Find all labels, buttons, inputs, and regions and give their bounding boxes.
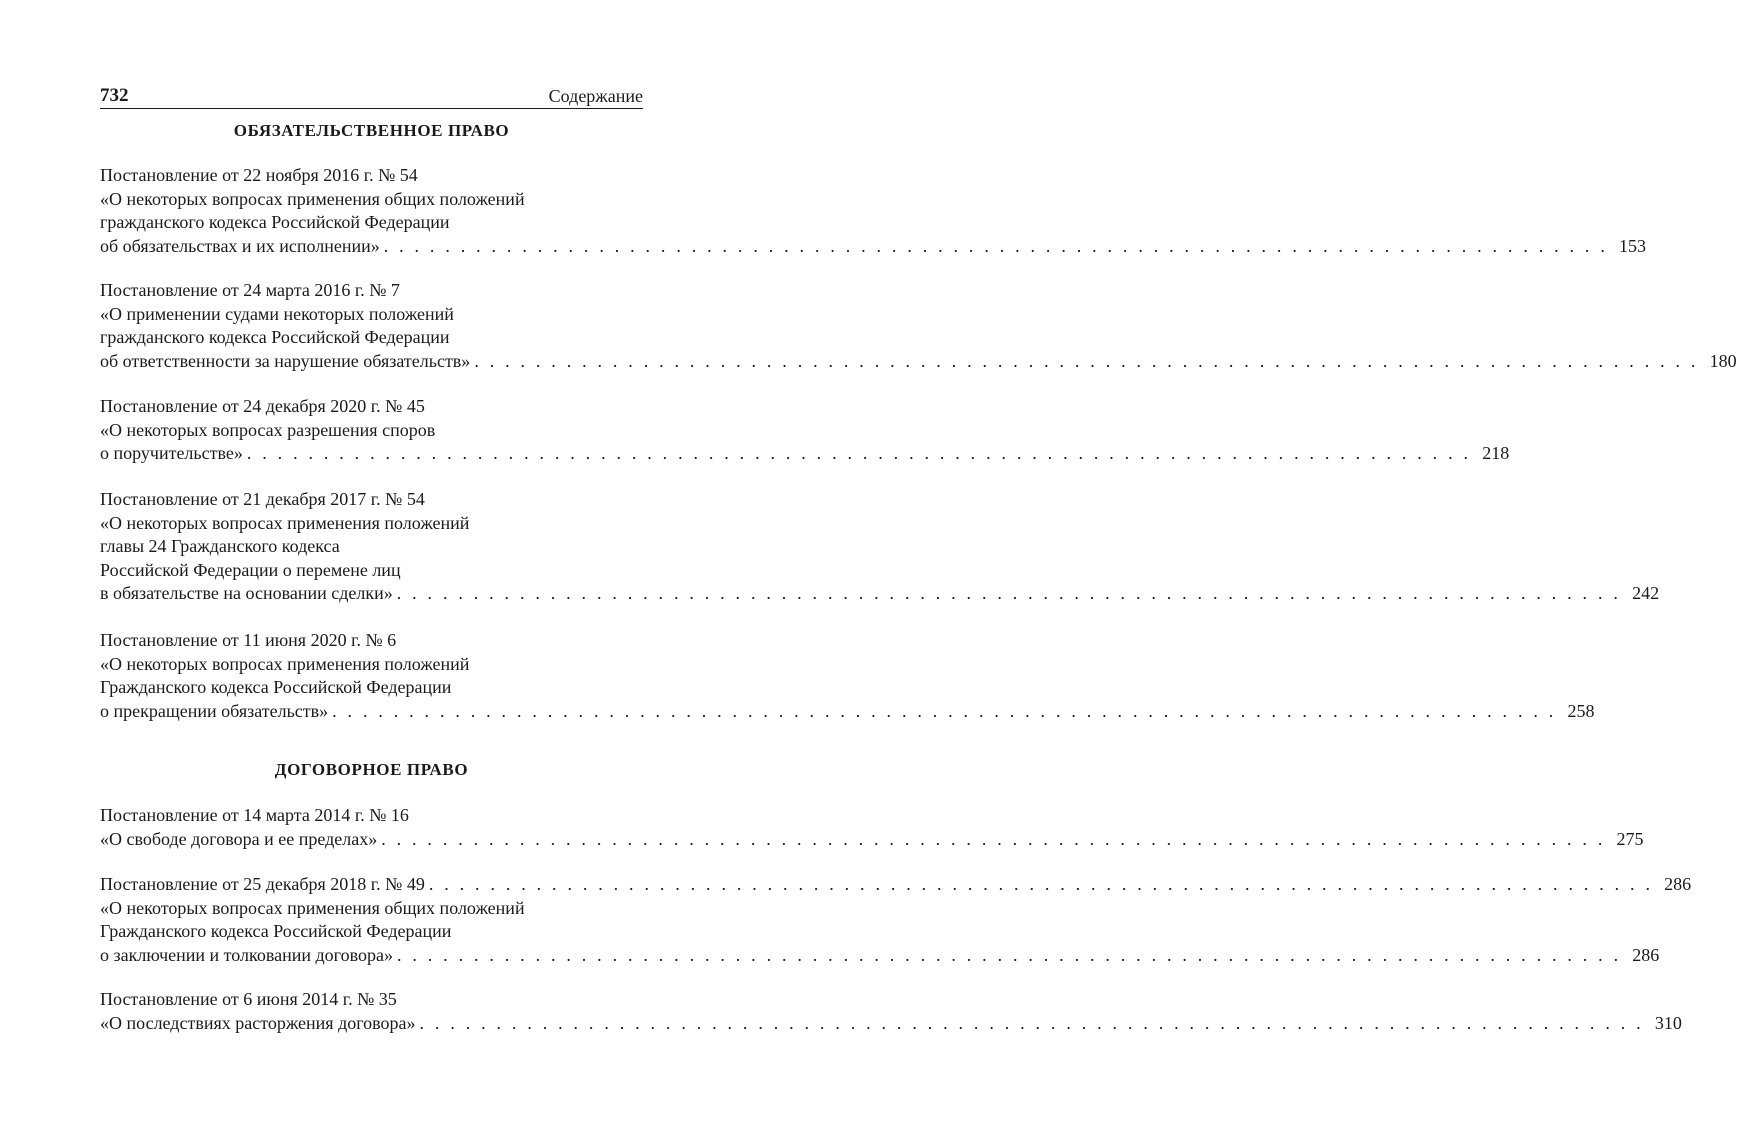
entry-text: о поручительстве» [100, 443, 243, 464]
entry-text-line: «О некоторых вопросах применения общих положений [100, 897, 525, 918]
entry-text: об обязательствах и их исполнении» [100, 235, 380, 256]
section-title: ДОГОВОРНОЕ ПРАВО [274, 760, 469, 779]
entry-page-number: 310 [1654, 1012, 1682, 1033]
entry-text-line: гражданского кодекса Российской Федерации [100, 327, 450, 348]
entry-last-line [100, 350, 1737, 374]
entry-text: об ответственности за нарушение обязательств» [100, 350, 471, 371]
toc-entry [100, 629, 1595, 723]
entry-page-number: 258 [1567, 700, 1595, 721]
dot-leader: . . . . . . . . . . . . . . . . . . . . . . . . . . . . . . . . . . . . . . . . . . . . . . . . . . . . . . . . . . . . . . . . . . . . . . . . . . . . . . . . [332, 700, 1557, 721]
entry-text: «О последствиях расторжения договора» [100, 1012, 416, 1033]
entry-last-line [100, 1012, 1682, 1036]
entry-title-line [100, 873, 1692, 897]
toc-entry [100, 873, 1692, 967]
entry-page-number: 153 [1619, 235, 1647, 256]
toc-entry [100, 279, 1737, 373]
entry-last-line [100, 235, 1647, 259]
page-number: 732 [100, 85, 129, 106]
dot-leader: . . . . . . . . . . . . . . . . . . . . . . . . . . . . . . . . . . . . . . . . . . . . . . . . . . . . . . . . . . . . . . . . . . . . . . . . . . . . . . . . [396, 944, 1622, 965]
entry-text: о заключении и толковании договора» [100, 944, 393, 965]
dot-leader: . . . . . . . . . . . . . . . . . . . . . . . . . . . . . . . . . . . . . . . . . . . . . . . . . . . . . . . . . . . . . . . . . . . . . . . . . . . . . . . . [246, 443, 1472, 464]
entry-text-line: Российской Федерации о перемене лиц [100, 559, 401, 580]
dot-leader: . . . . . . . . . . . . . . . . . . . . . . . . . . . . . . . . . . . . . . . . . . . . . . . . . . . . . . . . . . . . . . . . . . . . . . . . . . . . . . . . [419, 1012, 1644, 1033]
entry-text-line: «О применении судами некоторых положений [100, 303, 454, 324]
entry-last-line [100, 944, 1660, 968]
dot-leader: . . . . . . . . . . . . . . . . . . . . . . . . . . . . . . . . . . . . . . . . . . . . . . . . . . . . . . . . . . . . . . . . . . . . . . . . . . . . . . . . [381, 828, 1606, 849]
entry-title-line: Постановление от 24 декабря 2020 г. № 45 [100, 396, 425, 416]
entry-last-line [100, 582, 1660, 606]
entry-text: о прекращении обязательств» [100, 700, 329, 721]
entry-text-line: гражданского кодекса Российской Федерации [100, 212, 450, 233]
entry-title-line: Постановление от 14 марта 2014 г. № 16 [100, 805, 409, 825]
dot-leader: . . . . . . . . . . . . . . . . . . . . . . . . . . . . . . . . . . . . . . . . . . . . . . . . . . . . . . . . . . . . . . . . . . . . . . . . . . . . . . . . [383, 235, 1609, 256]
toc-entry [100, 164, 1647, 258]
entry-title-line: Постановление от 22 ноября 2016 г. № 54 [100, 165, 418, 185]
running-header [100, 84, 643, 109]
entry-text-line: Гражданского кодекса Российской Федерации [100, 921, 452, 942]
entry-title-line: Постановление от 21 декабря 2017 г. № 54 [100, 489, 425, 509]
entry-text: «О свободе договора и ее пределах» [100, 828, 378, 849]
section-title: ОБЯЗАТЕЛЬСТВЕННОЕ ПРАВО [233, 121, 510, 140]
entry-text: Постановление от 25 декабря 2018 г. № 49 [100, 874, 425, 894]
entry-page-number: 218 [1482, 443, 1510, 464]
entry-text-line: «О некоторых вопросах применения положений [100, 512, 470, 533]
running-title: Содержание [548, 86, 643, 106]
entry-text-line: «О некоторых вопросах применения общих положений [100, 188, 525, 209]
toc-entry [100, 488, 1660, 606]
entry-last-line [100, 828, 1644, 852]
entry-last-line [100, 442, 1510, 466]
entry-text: в обязательстве на основании сделки» [100, 583, 393, 604]
entry-text-line: Гражданского кодекса Российской Федерации [100, 677, 452, 698]
entry-last-line [100, 700, 1595, 724]
entry-page-number: 242 [1632, 583, 1660, 604]
entry-page-number: 275 [1616, 828, 1644, 849]
entry-text-line: «О некоторых вопросах разрешения споров [100, 419, 436, 440]
toc-entry [100, 395, 1510, 466]
dot-leader: . . . . . . . . . . . . . . . . . . . . . . . . . . . . . . . . . . . . . . . . . . . . . . . . . . . . . . . . . . . . . . . . . . . . . . . . . . . . . . . . [474, 350, 1699, 371]
entry-page-number: 180 [1709, 350, 1737, 371]
entry-title-line: Постановление от 24 марта 2016 г. № 7 [100, 280, 400, 300]
entry-title-line: Постановление от 11 июня 2020 г. № 6 [100, 630, 397, 650]
dot-leader: . . . . . . . . . . . . . . . . . . . . . . . . . . . . . . . . . . . . . . . . . . . . . . . . . . . . . . . . . . . . . . . . . . . . . . . . . . . . . . . . [396, 583, 1622, 604]
toc-entry [100, 804, 1644, 851]
dot-leader: . . . . . . . . . . . . . . . . . . . . . . . . . . . . . . . . . . . . . . . . . . . . . . . . . . . . . . . . . . . . . . . . . . . . . . . . . . . . . . . . [428, 874, 1654, 894]
toc-entry [100, 988, 1682, 1035]
entry-text-line: «О некоторых вопросах применения положений [100, 653, 470, 674]
entry-title-line: Постановление от 6 июня 2014 г. № 35 [100, 989, 397, 1009]
entry-page-number: 286 [1632, 944, 1660, 965]
entry-text-line: главы 24 Гражданского кодекса [100, 536, 340, 557]
entry-page-number: 286 [1664, 874, 1692, 894]
